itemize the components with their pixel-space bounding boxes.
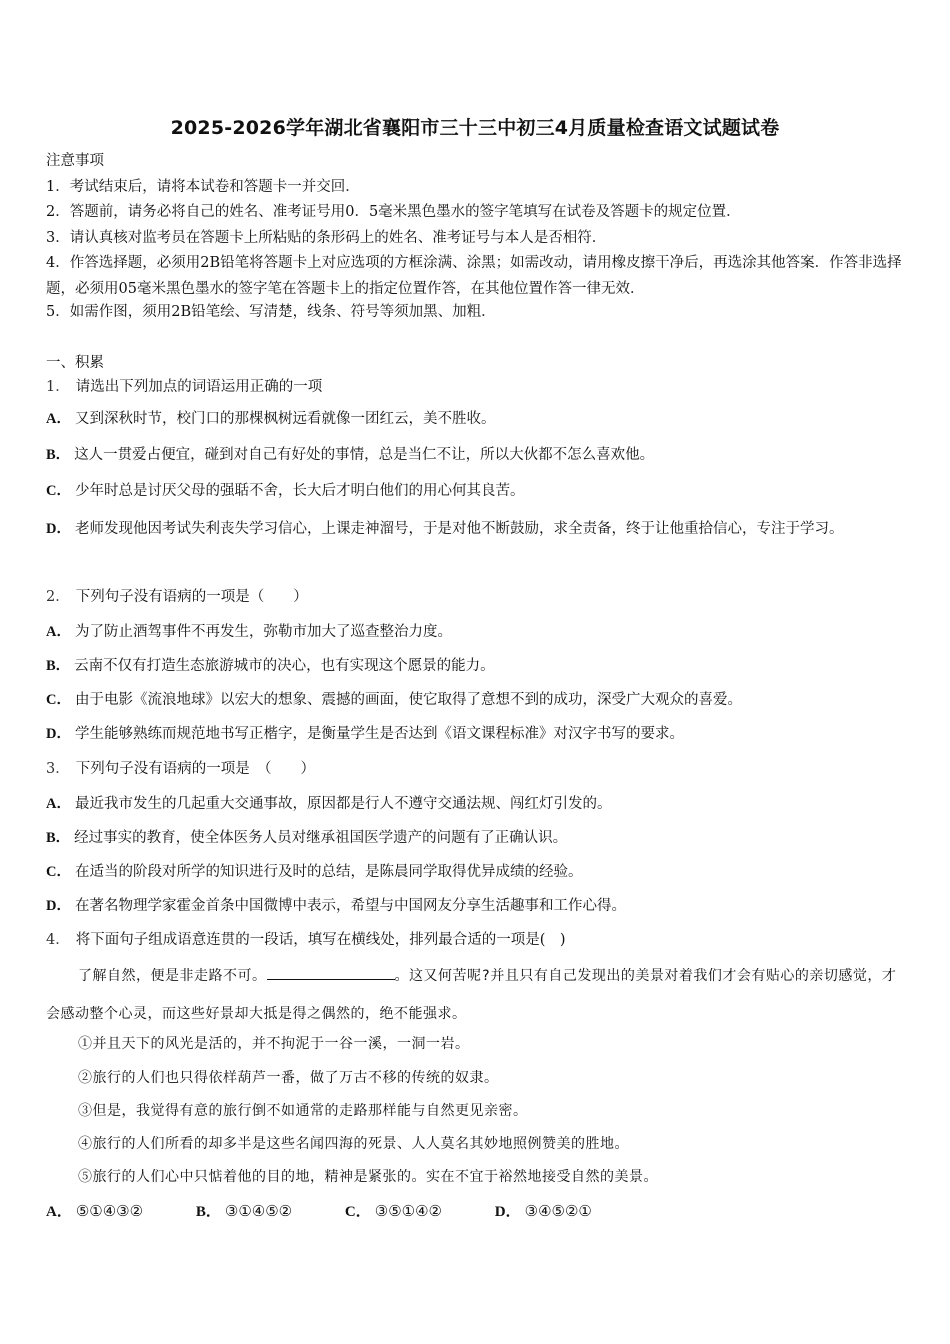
option-c [46, 862, 582, 882]
question-number: 2． [46, 589, 70, 605]
question-text: 下列句子没有语病的一项是 （ ） [75, 761, 315, 777]
question-stem [46, 930, 566, 950]
question-text: 将下面句子组成语意连贯的一段话，填写在横线处，排列最合适的一项是( ) [75, 932, 566, 948]
option-label: C． [46, 692, 71, 708]
question-number: 3． [46, 761, 70, 777]
option-c [345, 1200, 442, 1221]
option-text: 老师发现他因考试失利丧失学习信心，上课走神溜号，于是对他不断鼓励，求全责备，终于让他重拾信心，专注于学习。 [74, 521, 844, 537]
answer-options [46, 1200, 640, 1221]
option-text: 经过事实的教育，使全体医务人员对继承祖国医学遗产的问题有了正确认识。 [74, 830, 568, 846]
option-d [46, 511, 904, 547]
notice-item: 3．请认真核对监考员在答题卡上所粘贴的条形码上的姓名、准考证号与本人是否相符． [46, 230, 607, 246]
option-label: C． [344, 1204, 371, 1220]
option-b [46, 445, 654, 465]
option-text: 少年时总是讨厌父母的强聒不舍，长大后才明白他们的用心何其良苦。 [74, 483, 525, 499]
sentence-item: ⑤旅行的人们心中只惦着他的目的地，精神是紧张的。实在不宜于裕然地接受自然的美景。 [78, 1169, 658, 1185]
option-text: 云南不仅有打造生态旅游城市的决心，也有实现这个愿景的能力。 [74, 658, 495, 674]
question-stem [46, 759, 315, 779]
option-a [46, 1200, 143, 1221]
notice-item: 4．作答选择题，必须用2B铅笔将答题卡上对应选项的方框涂满、涂黑；如需改动，请用橡皮擦干净后，再选涂其他答案．作答非选择题，必须用05毫米黑色墨水的签字笔在答题卡上的指定位置作答，在其他位置作答一律无效． [46, 255, 902, 297]
option-label: A． [46, 411, 71, 427]
notice-heading: 注意事项 [46, 153, 104, 169]
question-text: 下列句子没有语病的一项是（ ） [75, 589, 308, 605]
notice-item: 5．如需作图，须用2B铅笔绘、写清楚，线条、符号等须加黑、加粗． [46, 304, 496, 320]
option-b [46, 828, 567, 848]
passage-text: 了解自然，便是非走路不可。 [78, 968, 267, 984]
option-label: B． [46, 658, 71, 674]
option-c [46, 690, 742, 710]
question-text: 请选出下列加点的词语运用正确的一项 [75, 379, 323, 395]
option-a [46, 409, 495, 429]
notice-item: 2．答题前，请务必将自己的姓名、准考证号用0．5毫米黑色墨水的签字笔填写在试卷及答题卡的规定位置． [46, 204, 741, 220]
answer-blank[interactable] [267, 965, 395, 980]
option-text: 在著名物理学家霍金首条中国微博中表示，希望与中国网友分享生活趣事和工作心得。 [74, 898, 626, 914]
option-label: A． [46, 796, 71, 812]
option-d [495, 1200, 592, 1221]
option-c [46, 481, 524, 501]
option-d [46, 724, 684, 744]
question-stem [46, 377, 322, 397]
option-text: 最近我市发生的几起重大交通事故，原因都是行人不遵守交通法规、闯红灯引发的。 [74, 796, 612, 812]
sentence-item: ①并且天下的风光是活的，并不拘泥于一谷一溪，一洞一岩。 [78, 1036, 470, 1052]
option-text: ③④⑤②① [524, 1202, 592, 1220]
option-label: A． [46, 624, 71, 640]
option-text: 由于电影《流浪地球》以宏大的想象、震撼的画面，使它取得了意想不到的成功，深受广大观众的喜爱。 [74, 692, 742, 708]
option-label: D． [46, 726, 71, 742]
question-number: 4． [46, 932, 70, 948]
option-text: ③⑤①④② [374, 1202, 443, 1220]
option-label: A． [46, 1204, 72, 1220]
option-text: 学生能够熟练而规范地书写正楷字，是衡量学生是否达到《语文课程标准》对汉字书写的要求。 [74, 726, 684, 742]
option-label: C． [46, 864, 71, 880]
option-a [46, 622, 452, 642]
option-label: D． [494, 1204, 521, 1220]
notice-item: 1．考试结束后，请将本试卷和答题卡一并交回． [46, 179, 360, 195]
passage-text: 。这又何苦呢?并且只有自己发现出的美景对着我们才会有贴心的亲切感觉，才会感动整个心灵，而这些好景却大抵是得之偶然的，绝不能强求。 [46, 968, 897, 1022]
option-d [46, 896, 626, 916]
sentence-item: ②旅行的人们也只得依样葫芦一番，做了万古不移的传统的奴隶。 [78, 1070, 499, 1086]
option-label: B． [195, 1204, 221, 1220]
sentence-item: ④旅行的人们所看的却多半是这些名闻四海的死景、人人莫名其妙地照例赞美的胜地。 [78, 1136, 629, 1152]
passage [46, 957, 904, 1033]
option-label: D． [46, 898, 71, 914]
option-text: ③①④⑤② [224, 1202, 293, 1220]
option-b [196, 1200, 292, 1221]
option-text: ⑤①④③② [75, 1202, 144, 1220]
option-label: B． [46, 830, 71, 846]
option-text: 这人一贯爱占便宜，碰到对自己有好处的事情，总是当仁不让，所以大伙都不怎么喜欢他。 [74, 447, 655, 463]
option-label: C． [46, 483, 71, 499]
section-heading: 一、积累 [46, 355, 104, 371]
question-number: 1． [46, 379, 70, 395]
option-a [46, 794, 611, 814]
page-title: 2025-2026学年湖北省襄阳市三十三中初三4月质量检查语文试题试卷 [170, 117, 780, 139]
option-b [46, 656, 495, 676]
sentence-item: ③但是，我觉得有意的旅行倒不如通常的走路那样能与自然更见亲密。 [78, 1103, 528, 1119]
option-text: 在适当的阶段对所学的知识进行及时的总结，是陈晨同学取得优异成绩的经验。 [74, 864, 583, 880]
option-label: B． [46, 447, 71, 463]
option-text: 又到深秋时节，校门口的那棵枫树远看就像一团红云，美不胜收。 [74, 411, 496, 427]
option-label: D． [46, 521, 71, 537]
option-text: 为了防止酒驾事件不再发生，弥勒市加大了巡查整治力度。 [74, 624, 452, 640]
question-stem [46, 587, 308, 607]
